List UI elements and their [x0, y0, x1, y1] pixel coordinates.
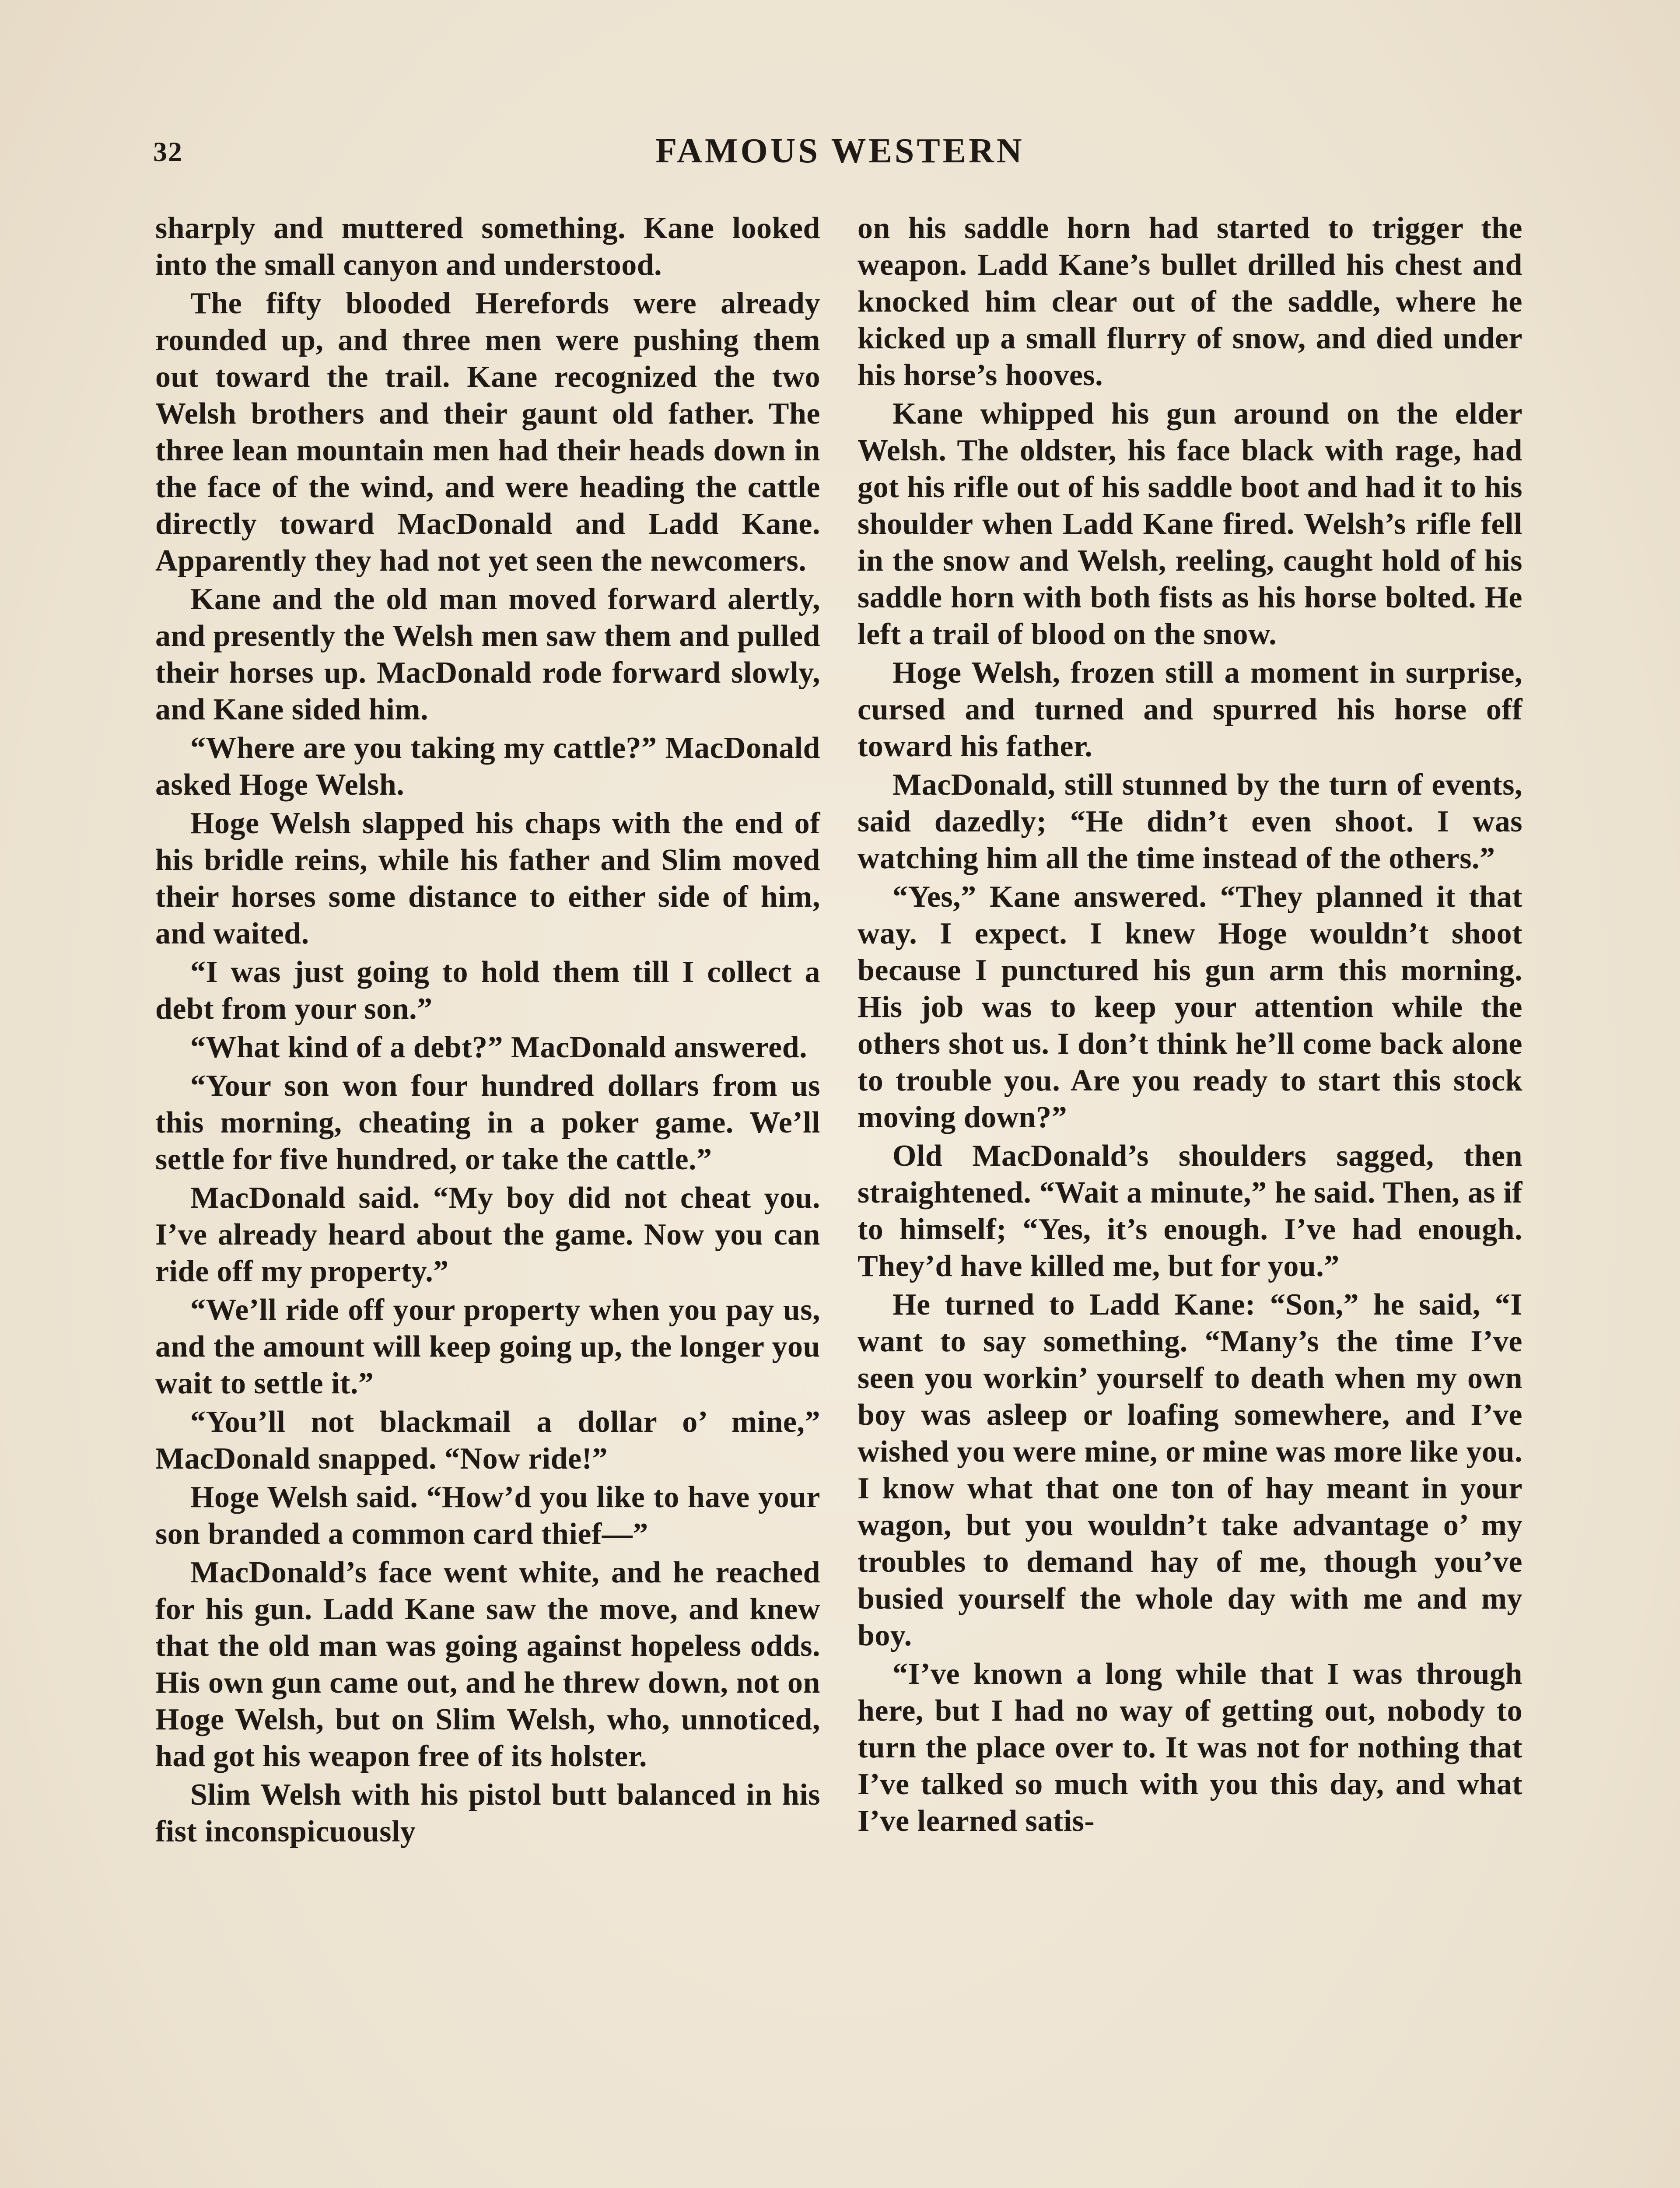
paragraph: Old MacDonald’s shoulders sagged, then straightened. “Wait a minute,” he said. Then, as if to himself; “Yes, it’s enough. I’ve had enough. They’d have killed me, but for you.”: [858, 1139, 1522, 1283]
right-column: [858, 210, 1522, 1841]
paragraph: MacDonald’s face went white, and he reached for his gun. Ladd Kane saw the move, and knew that the old man was going against hopeless odds. His own gun came out, and he threw down, not on Hoge Welsh, but on Slim Welsh, who, unnoticed, had got his weapon free of its holster.: [155, 1556, 820, 1773]
paragraph: Hoge Welsh slapped his chaps with the end of his bridle reins, while his father and Slim moved their horses some distance to either side of him, and waited.: [155, 806, 820, 950]
paragraph: “I was just going to hold them till I collect a debt from your son.”: [155, 955, 820, 1026]
paragraph: Hoge Welsh, frozen still a moment in surprise, cursed and turned and spurred his horse off toward his father.: [858, 656, 1522, 763]
paragraph: sharply and muttered something. Kane looked into the small canyon and understood.: [155, 211, 820, 282]
paragraph: Kane and the old man moved forward alertly, and presently the Welsh men saw them and pulled their horses up. MacDonald rode forward slowly, and Kane sided him.: [155, 582, 820, 726]
page-header: [153, 131, 1527, 184]
paragraph: “We’ll ride off your property when you pay us, and the amount will keep going up, the longer you wait to settle it.”: [155, 1293, 820, 1400]
page-number: 32: [153, 136, 183, 167]
paragraph: Kane whipped his gun around on the elder Welsh. The oldster, his face black with rage, had got his rifle out of his saddle boot and had it to his shoulder when Ladd Kane fired. Welsh’s rifle fell in the snow and Welsh, reeling, caught hold of his saddle horn with both fists as his horse bolted. He left a trail of blood on the snow.: [858, 397, 1522, 651]
paragraph: “You’ll not blackmail a dollar o’ mine,” MacDonald snapped. “Now ride!”: [155, 1405, 820, 1476]
paragraph: Hoge Welsh said. “How’d you like to have your son branded a common card thief—”: [155, 1480, 820, 1551]
magazine-title: FAMOUS WESTERN: [655, 132, 1025, 170]
paragraph: “Your son won four hundred dollars from us this morning, cheating in a poker game. We’ll settle for five hundred, or take the cattle.”: [155, 1069, 820, 1176]
paragraph: “Yes,” Kane answered. “They planned it that way. I expect. I knew Hoge wouldn’t shoot because I punctured his gun arm this morning. His job was to keep your attention while the others shot us. I don’t think he’ll come back alone to trouble you. Are you ready to start this stock moving down?”: [858, 880, 1522, 1134]
left-column: [155, 210, 820, 1852]
paragraph: MacDonald said. “My boy did not cheat you. I’ve already heard about the game. Now you can ride off my property.”: [155, 1181, 820, 1288]
paragraph: “I’ve known a long while that I was through here, but I had no way of getting out, nobody to turn the place over to. It was not for nothing that I’ve talked so much with you this day, and what I’ve learned satis-: [858, 1657, 1522, 1838]
paragraph: “What kind of a debt?” MacDonald answered.: [190, 1031, 808, 1064]
paragraph: on his saddle horn had started to trigger the weapon. Ladd Kane’s bullet drilled his chest and knocked him clear out of the saddle, where he kicked up a small flurry of snow, and died under his horse’s hooves.: [858, 211, 1522, 392]
paragraph: Slim Welsh with his pistol butt balanced in his fist inconspicuously: [155, 1778, 820, 1848]
paragraph: “Where are you taking my cattle?” MacDonald asked Hoge Welsh.: [155, 731, 820, 802]
paragraph: He turned to Ladd Kane: “Son,” he said, “I want to say something. “Many’s the time I’ve seen you workin’ yourself to death when my own boy was asleep or loafing somewhere, and I’ve wished you were mine, or mine was more like you. I know what that one ton of hay meant in your wagon, but you wouldn’t take advantage o’ my troubles to demand hay of me, though you’ve busied yourself the whole day with me and my boy.: [858, 1288, 1522, 1652]
paragraph: The fifty blooded Herefords were already rounded up, and three men were pushing them out toward the trail. Kane recognized the two Welsh brothers and their gaunt old father. The three lean mountain men had their heads down in the face of the wind, and were heading the cattle directly toward MacDonald and Ladd Kane. Apparently they had not yet seen the newcomers.: [155, 287, 820, 578]
paragraph: MacDonald, still stunned by the turn of events, said dazedly; “He didn’t even shoot. I was watching him all the time instead of the others.”: [858, 768, 1522, 875]
